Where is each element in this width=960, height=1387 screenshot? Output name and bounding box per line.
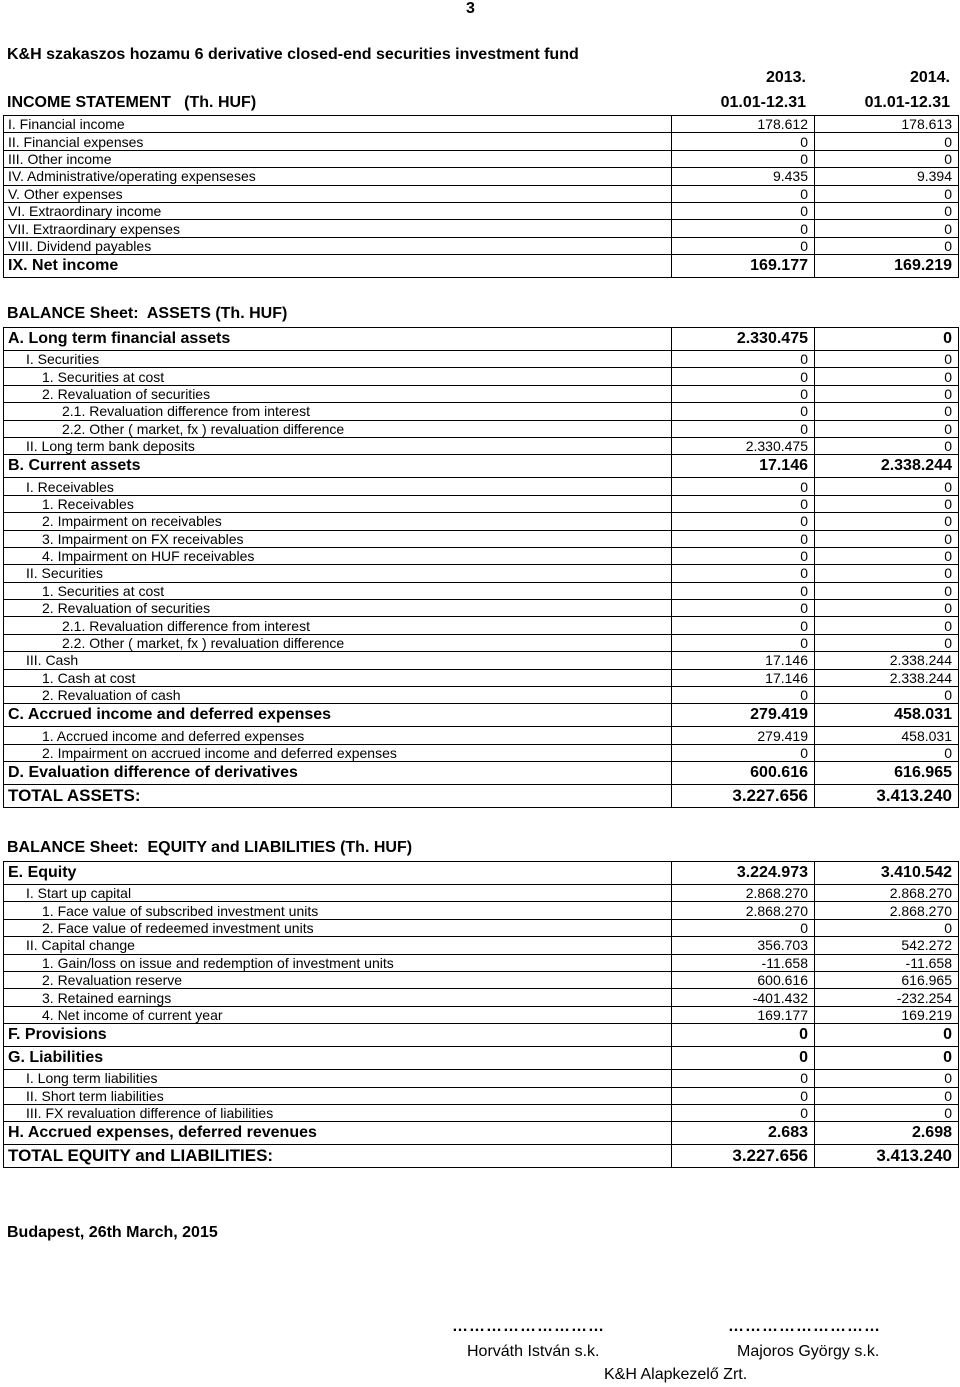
- row-label: 2. Revaluation of cash: [4, 687, 672, 704]
- value-2013: 0: [672, 565, 815, 582]
- value-2014: 3.413.240: [815, 785, 959, 808]
- value-2013: 0: [672, 530, 815, 547]
- income-statement-table: [3, 115, 959, 278]
- value-2013: 2.330.475: [672, 328, 815, 351]
- value-2014: 0: [815, 403, 959, 420]
- row-label: II. Long term bank deposits: [4, 437, 672, 454]
- income-row: [4, 133, 959, 150]
- value-2014: -11.658: [815, 954, 959, 971]
- value-2013: 600.616: [672, 762, 815, 785]
- asset-row: [4, 351, 959, 368]
- value-2013: 0: [672, 385, 815, 402]
- value-2013: 0: [672, 403, 815, 420]
- value-2014: 3.413.240: [815, 1145, 959, 1168]
- value-2014: 0: [815, 385, 959, 402]
- equity-liability-row: [4, 1087, 959, 1104]
- value-2014: 0: [815, 185, 959, 202]
- asset-row: [4, 617, 959, 634]
- asset-row: [4, 582, 959, 599]
- row-label: 1. Cash at cost: [4, 669, 672, 686]
- value-2013: 3.227.656: [672, 1145, 815, 1168]
- value-2014: 0: [815, 634, 959, 651]
- col1-year-header: 2013.: [765, 69, 806, 86]
- value-2014: 0: [815, 617, 959, 634]
- row-label: 3. Impairment on FX receivables: [4, 530, 672, 547]
- asset-row: [4, 565, 959, 582]
- row-label: VIII. Dividend payables: [4, 237, 672, 254]
- value-2013: 2.330.475: [672, 437, 815, 454]
- income-row: [4, 202, 959, 219]
- asset-row: [4, 669, 959, 686]
- income-row: [4, 116, 959, 133]
- equity-liability-row: [4, 1024, 959, 1047]
- value-2014: 0: [815, 237, 959, 254]
- equity-liabilities-heading: BALANCE Sheet: EQUITY and LIABILITIES (Th. HUF): [7, 839, 413, 856]
- asset-row: [4, 455, 959, 478]
- col2-year-header: 2014.: [909, 69, 950, 86]
- row-label: TOTAL EQUITY and LIABILITIES:: [4, 1145, 672, 1168]
- row-label: 3. Retained earnings: [4, 989, 672, 1006]
- income-row: [4, 168, 959, 185]
- value-2013: 3.224.973: [672, 862, 815, 885]
- value-2013: 17.146: [672, 669, 815, 686]
- asset-row: [4, 328, 959, 351]
- value-2013: 0: [672, 478, 815, 495]
- value-2014: 0: [815, 744, 959, 761]
- value-2013: 0: [672, 513, 815, 530]
- value-2014: 0: [815, 919, 959, 936]
- value-2013: 178.612: [672, 116, 815, 133]
- value-2014: 0: [815, 547, 959, 564]
- row-label: I. Securities: [4, 351, 672, 368]
- row-label: A. Long term financial assets: [4, 328, 672, 351]
- signer-2-name: Majoros György s.k.: [737, 1343, 880, 1360]
- value-2014: 458.031: [815, 704, 959, 727]
- row-label: I. Receivables: [4, 478, 672, 495]
- asset-row: [4, 762, 959, 785]
- value-2013: 0: [672, 1047, 815, 1070]
- asset-row: [4, 744, 959, 761]
- value-2013: 0: [672, 185, 815, 202]
- value-2014: 2.868.270: [815, 885, 959, 902]
- value-2013: 0: [672, 202, 815, 219]
- equity-liability-row: [4, 885, 959, 902]
- equity-liability-row: [4, 937, 959, 954]
- row-label: 1. Securities at cost: [4, 368, 672, 385]
- row-label: 2. Face value of redeemed investment units: [4, 919, 672, 936]
- asset-row: [4, 600, 959, 617]
- row-label: E. Equity: [4, 862, 672, 885]
- income-row: [4, 237, 959, 254]
- value-2013: 17.146: [672, 652, 815, 669]
- income-row: [4, 220, 959, 237]
- value-2014: 2.868.270: [815, 902, 959, 919]
- company-name: K&H Alapkezelő Zrt.: [604, 1366, 748, 1383]
- value-2014: 0: [815, 513, 959, 530]
- asset-row: [4, 437, 959, 454]
- net-income-row: [4, 255, 959, 278]
- value-2013: 356.703: [672, 937, 815, 954]
- value-2014: 542.272: [815, 937, 959, 954]
- row-label: I. Start up capital: [4, 885, 672, 902]
- asset-row: [4, 530, 959, 547]
- value-2013: 0: [672, 919, 815, 936]
- value-2013: 2.868.270: [672, 902, 815, 919]
- row-label: F. Provisions: [4, 1024, 672, 1047]
- row-label: D. Evaluation difference of derivatives: [4, 762, 672, 785]
- row-label: 2.2. Other ( market, fx ) revaluation difference: [4, 420, 672, 437]
- row-label: 2. Impairment on accrued income and deferred expenses: [4, 744, 672, 761]
- value-2014: 0: [815, 133, 959, 150]
- value-2013: 3.227.656: [672, 785, 815, 808]
- row-label: 2. Revaluation of securities: [4, 600, 672, 617]
- row-label: III. FX revaluation difference of liabilities: [4, 1104, 672, 1121]
- row-label: TOTAL ASSETS:: [4, 785, 672, 808]
- row-label: B. Current assets: [4, 455, 672, 478]
- equity-liability-row: [4, 862, 959, 885]
- value-2014: 616.965: [815, 971, 959, 988]
- value-2014: 2.338.244: [815, 652, 959, 669]
- row-label: II. Securities: [4, 565, 672, 582]
- value-2013: 0: [672, 1104, 815, 1121]
- asset-row: [4, 785, 959, 808]
- value-2014: 458.031: [815, 727, 959, 744]
- equity-liability-row: [4, 971, 959, 988]
- income-row: [4, 185, 959, 202]
- row-label: III. Cash: [4, 652, 672, 669]
- value-2014: 0: [815, 1047, 959, 1070]
- row-label: 2.2. Other ( market, fx ) revaluation difference: [4, 634, 672, 651]
- row-label: II. Capital change: [4, 937, 672, 954]
- row-label: V. Other expenses: [4, 185, 672, 202]
- value-2013: 600.616: [672, 971, 815, 988]
- asset-row: [4, 687, 959, 704]
- value-2014: 0: [815, 565, 959, 582]
- value-2013: 0: [672, 600, 815, 617]
- value-2013: 0: [672, 634, 815, 651]
- row-label: 4. Impairment on HUF receivables: [4, 547, 672, 564]
- value-2013: 169.177: [672, 1006, 815, 1023]
- value-2014: 2.338.244: [815, 455, 959, 478]
- asset-row: [4, 547, 959, 564]
- place-and-date: Budapest, 26th March, 2015: [7, 1224, 218, 1241]
- value-2014: 2.698: [815, 1122, 959, 1145]
- value-2014: 0: [815, 328, 959, 351]
- value-2014: 169.219: [815, 255, 959, 278]
- value-2013: -401.432: [672, 989, 815, 1006]
- equity-liability-row: [4, 919, 959, 936]
- equity-liability-row: [4, 1006, 959, 1023]
- value-2013: 0: [672, 744, 815, 761]
- row-label: II. Financial expenses: [4, 133, 672, 150]
- row-label: VII. Extraordinary expenses: [4, 220, 672, 237]
- value-2013: 0: [672, 351, 815, 368]
- row-label: I. Long term liabilities: [4, 1070, 672, 1087]
- income-row: [4, 150, 959, 167]
- equity-liability-row: [4, 1104, 959, 1121]
- row-label: I. Financial income: [4, 116, 672, 133]
- value-2013: 0: [672, 150, 815, 167]
- value-2014: 0: [815, 1104, 959, 1121]
- value-2013: 279.419: [672, 727, 815, 744]
- value-2014: 0: [815, 582, 959, 599]
- value-2014: 616.965: [815, 762, 959, 785]
- value-2014: 0: [815, 150, 959, 167]
- value-2014: 0: [815, 202, 959, 219]
- asset-row: [4, 704, 959, 727]
- value-2014: 0: [815, 1087, 959, 1104]
- assets-table: [3, 327, 959, 808]
- value-2013: 0: [672, 368, 815, 385]
- value-2014: 0: [815, 1024, 959, 1047]
- value-2013: 9.435: [672, 168, 815, 185]
- signature-line-2: ………………………: [728, 1318, 881, 1335]
- equity-liability-row: [4, 1145, 959, 1168]
- asset-row: [4, 368, 959, 385]
- row-label: 1. Receivables: [4, 495, 672, 512]
- row-label: 4. Net income of current year: [4, 1006, 672, 1023]
- value-2014: 0: [815, 368, 959, 385]
- value-2014: 0: [815, 530, 959, 547]
- row-label: IV. Administrative/operating expenseses: [4, 168, 672, 185]
- signer-1-name: Horváth István s.k.: [467, 1343, 600, 1360]
- asset-row: [4, 652, 959, 669]
- asset-row: [4, 403, 959, 420]
- equity-liability-row: [4, 954, 959, 971]
- row-label: 2.1. Revaluation difference from interest: [4, 403, 672, 420]
- value-2014: 0: [815, 220, 959, 237]
- page-number: 3: [466, 0, 475, 17]
- value-2013: 17.146: [672, 455, 815, 478]
- value-2013: 2.683: [672, 1122, 815, 1145]
- asset-row: [4, 513, 959, 530]
- fund-title: K&H szakaszos hozamu 6 derivative closed-end securities investment fund: [7, 46, 579, 63]
- value-2013: 0: [672, 133, 815, 150]
- value-2014: 0: [815, 600, 959, 617]
- row-label: 2. Revaluation of securities: [4, 385, 672, 402]
- value-2014: 178.613: [815, 116, 959, 133]
- value-2013: 0: [672, 547, 815, 564]
- value-2014: 3.410.542: [815, 862, 959, 885]
- assets-heading: BALANCE Sheet: ASSETS (Th. HUF): [7, 305, 288, 322]
- value-2014: 0: [815, 437, 959, 454]
- value-2013: 0: [672, 495, 815, 512]
- value-2014: 0: [815, 351, 959, 368]
- row-label: 1. Gain/loss on issue and redemption of investment units: [4, 954, 672, 971]
- value-2014: 169.219: [815, 1006, 959, 1023]
- equity-liability-row: [4, 902, 959, 919]
- row-label: 1. Accrued income and deferred expenses: [4, 727, 672, 744]
- value-2013: 2.868.270: [672, 885, 815, 902]
- value-2014: 0: [815, 495, 959, 512]
- row-label: VI. Extraordinary income: [4, 202, 672, 219]
- value-2014: 9.394: [815, 168, 959, 185]
- signature-line-1: ………………………: [452, 1318, 605, 1335]
- value-2014: 0: [815, 478, 959, 495]
- row-label: C. Accrued income and deferred expenses: [4, 704, 672, 727]
- row-label: G. Liabilities: [4, 1047, 672, 1070]
- value-2013: 0: [672, 687, 815, 704]
- asset-row: [4, 634, 959, 651]
- row-label: 2.1. Revaluation difference from interest: [4, 617, 672, 634]
- equity-liability-row: [4, 989, 959, 1006]
- value-2013: 0: [672, 1087, 815, 1104]
- asset-row: [4, 495, 959, 512]
- row-label: 2. Revaluation reserve: [4, 971, 672, 988]
- value-2013: 0: [672, 1070, 815, 1087]
- value-2013: 0: [672, 237, 815, 254]
- row-label: 1. Securities at cost: [4, 582, 672, 599]
- asset-row: [4, 420, 959, 437]
- value-2014: -232.254: [815, 989, 959, 1006]
- value-2013: -11.658: [672, 954, 815, 971]
- value-2014: 0: [815, 1070, 959, 1087]
- income-statement-heading: INCOME STATEMENT (Th. HUF): [7, 94, 257, 111]
- value-2013: 0: [672, 617, 815, 634]
- value-2013: 0: [672, 220, 815, 237]
- row-label: H. Accrued expenses, deferred revenues: [4, 1122, 672, 1145]
- asset-row: [4, 385, 959, 402]
- value-2013: 0: [672, 420, 815, 437]
- asset-row: [4, 478, 959, 495]
- value-2014: 0: [815, 687, 959, 704]
- row-label: III. Other income: [4, 150, 672, 167]
- col2-period-header: 01.01-12.31: [864, 94, 950, 111]
- value-2013: 0: [672, 582, 815, 599]
- row-label: 2. Impairment on receivables: [4, 513, 672, 530]
- value-2013: 169.177: [672, 255, 815, 278]
- equity-liability-row: [4, 1070, 959, 1087]
- value-2013: 0: [672, 1024, 815, 1047]
- equity-liabilities-table: [3, 861, 959, 1168]
- value-2014: 0: [815, 420, 959, 437]
- equity-liability-row: [4, 1047, 959, 1070]
- row-label: II. Short term liabilities: [4, 1087, 672, 1104]
- asset-row: [4, 727, 959, 744]
- row-label: IX. Net income: [4, 255, 672, 278]
- equity-liability-row: [4, 1122, 959, 1145]
- value-2013: 279.419: [672, 704, 815, 727]
- col1-period-header: 01.01-12.31: [720, 94, 806, 111]
- value-2014: 2.338.244: [815, 669, 959, 686]
- row-label: 1. Face value of subscribed investment units: [4, 902, 672, 919]
